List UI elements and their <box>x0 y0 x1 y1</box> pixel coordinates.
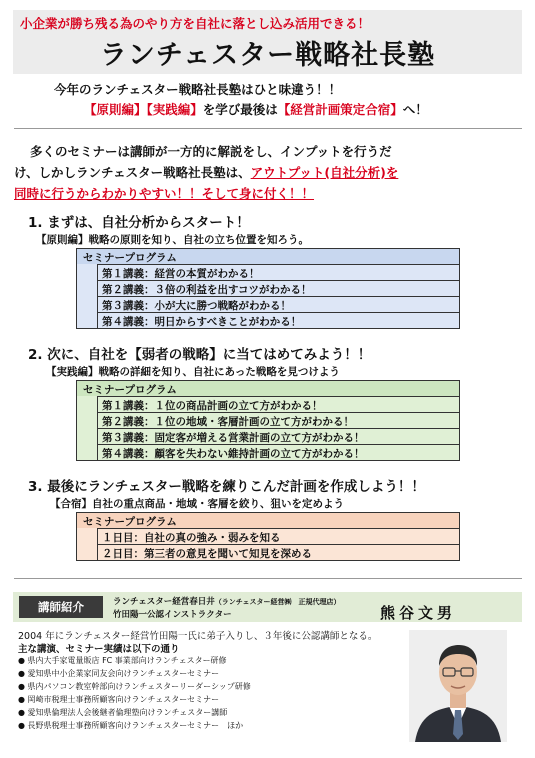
program-row <box>77 280 459 296</box>
program-item: 第２講義：３倍の利益を出すコツがわかる！ <box>97 280 459 296</box>
program-row <box>77 296 459 312</box>
program-item: 第４講義：顧客を失わない維持計画の立て方がわかる！ <box>97 444 459 460</box>
divider <box>14 578 522 579</box>
body-text: け、しかしランチェスター戦略社長塾は、 <box>14 165 251 180</box>
section-3-heading: 3. 最後にランチェスター戦略を練りこんだ計画を作成しよう！！ <box>28 479 425 495</box>
section-2-sub: 【実践編】戦略の詳細を知り、自社にあった戦略を見つけよう <box>46 366 340 378</box>
program-row <box>77 312 459 328</box>
record-item: ● 県内大手家電量販店 FC 事業部向けランチェスター研修 <box>18 656 227 665</box>
record-item: ● 県内パソコン教室幹部向けランチェスターリーダーシップ研修 <box>18 682 251 691</box>
body-output: アウトプット(自社分析)を <box>250 165 399 180</box>
program-item: ２日目：第三者の意見を聞いて知見を深める <box>97 544 459 560</box>
program-row <box>77 444 459 460</box>
record-item: ● 長野県税理士事務所顧客向けランチェスターセミナー ほか <box>18 721 244 730</box>
tagline: 小企業が勝ち残る為のやり方を自社に落とし込み活用できる！ <box>20 16 371 31</box>
records-heading: 主な講演、セミナー実績は以下の通り <box>18 644 180 655</box>
program-row <box>77 544 459 560</box>
program-item: 第２講義：１位の地域・客層計画の立て方がわかる！ <box>97 412 459 428</box>
org-name: ランチェスター経営春日井 <box>113 597 215 607</box>
program-label: セミナープログラム <box>77 249 459 264</box>
program-item: １日目：自社の真の強み・弱みを知る <box>97 528 459 544</box>
instructor-bio: 2004 年にランチェスター経営竹田陽一氏に弟子入りし、３年後に公認講師となる。 <box>18 631 378 642</box>
program-row <box>77 264 459 280</box>
section-2-heading: 2. 次に、自社を【弱者の戦略】に当てはめてみよう！！ <box>28 347 372 363</box>
program-table-2 <box>76 380 460 461</box>
intro-text: を学び最後は <box>202 102 278 117</box>
body-line-1: 多くのセミナーは講師が一方的に解説をし、インプットを行うだ <box>30 144 392 159</box>
section-3-sub: 【合宿】自社の重点商品・地域・客層を絞り、狙いを定めよう <box>50 498 344 510</box>
program-row <box>77 396 459 412</box>
intro-line-1: 今年のランチェスター戦略社長塾はひと味違う！！ <box>54 82 342 97</box>
record-item: ● 愛知県中小企業家同友会向けランチェスターセミナー <box>18 669 220 678</box>
record-item: ● 岡崎市税理士事務所顧客向けランチェスターセミナー <box>18 695 220 704</box>
intro-courses: 【原則編】【実践編】 <box>84 102 203 117</box>
instructor-photo <box>409 630 507 742</box>
org-note: （ランチェスター経営㈱ 正規代理店） <box>214 598 341 606</box>
section-1-heading: 1. まずは、自社分析からスタート！ <box>28 215 250 231</box>
program-item: 第１講義：１位の商品計画の立て方がわかる！ <box>97 396 459 412</box>
record-item: ● 愛知県倫理法人会後継者倫理塾向けランチェスター講師 <box>18 708 228 717</box>
intro-line-2 <box>84 100 428 118</box>
program-item: 第３講義：固定客が増える営業計画の立て方がわかる！ <box>97 428 459 444</box>
program-table-3 <box>76 512 460 561</box>
intro-camp: 【経営計画策定合宿】 <box>277 102 403 117</box>
program-item: 第４講義：明日からすべきことがわかる！ <box>97 312 459 328</box>
program-row <box>77 412 459 428</box>
program-item: 第３講義：小が大に勝つ戦略がわかる！ <box>97 296 459 312</box>
intro-end: へ！ <box>402 102 428 117</box>
instructor-name: 熊谷文男 <box>380 604 457 622</box>
program-item: 第１講義：経営の本質がわかる！ <box>97 264 459 280</box>
program-row <box>77 528 459 544</box>
divider <box>14 128 522 129</box>
page-title: ランチェスター戦略社長塾 <box>99 40 436 71</box>
instructor-org <box>113 595 341 607</box>
instructor-badge: 講師紹介 <box>19 596 103 618</box>
section-1-sub: 【原則編】戦略の原則を知り、自社の立ち位置を知ろう。 <box>36 234 309 246</box>
program-label: セミナープログラム <box>77 381 459 396</box>
program-label: セミナープログラム <box>77 513 459 528</box>
body-line-2 <box>14 163 398 181</box>
instructor-role: 竹田陽一公認インストラクター <box>113 610 232 620</box>
program-table-1 <box>76 248 460 329</box>
program-row <box>77 428 459 444</box>
body-line-3: 同時に行うからわかりやすい！！そして身に付く！！ <box>14 186 315 201</box>
